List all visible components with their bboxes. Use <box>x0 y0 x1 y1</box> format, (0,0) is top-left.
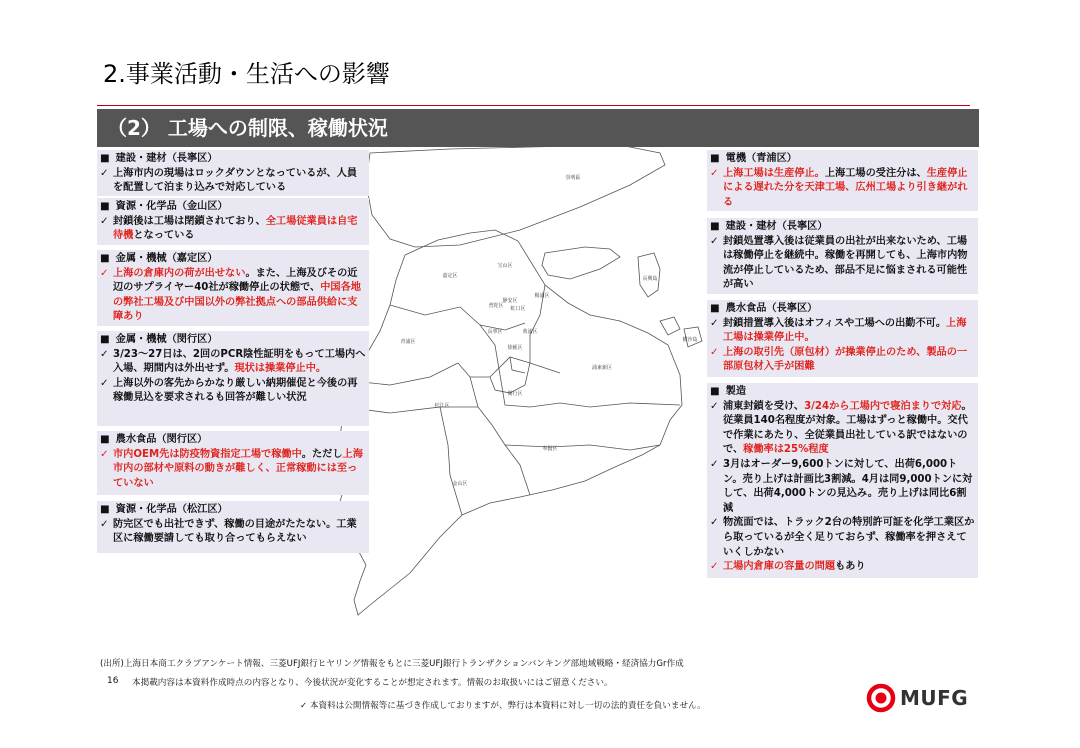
box-heading: ■ 農水食品（長寧区） <box>710 303 818 314</box>
bullet-item: ✓ 封鎖処置導入後は従業員の出社が出来ないため、工場は稼働停止を継続中。稼働を再開しても、上海市内物流が停止しているため、部品不足に悩まされる可能性が高い <box>710 235 968 291</box>
bullet-item: ✓ 工場内倉庫の容量の問題もあり <box>710 560 975 575</box>
box-heading: ■ 電機（青浦区） <box>710 153 797 164</box>
district-label: 閔行区 <box>507 391 523 397</box>
check-icon: ✓ <box>710 561 719 573</box>
square-bullet-icon: ■ <box>100 253 110 264</box>
changxing-island <box>542 247 620 279</box>
box-heading: ■ 資源・化学品（松江区） <box>100 504 228 515</box>
district-label: 嘉定区 <box>442 273 458 279</box>
mufg-logo-icon <box>866 683 896 713</box>
title-rule <box>97 105 970 106</box>
box-heading: ■ 資源・化学品（金山区） <box>100 201 228 212</box>
district-label: 奉賢区 <box>542 446 558 452</box>
district-label: 普陀区 <box>488 303 504 309</box>
square-bullet-icon: ■ <box>100 153 110 164</box>
bullet-item: ✓ 上海以外の客先からかなり厳しい納期催促と今後の再稼働見込を要求されるも回答が難しい状況 <box>100 377 358 404</box>
district-label: 横沙島 <box>682 337 698 343</box>
check-icon: ✓ <box>100 377 109 389</box>
disclaimer-note: 本掲載内容は本資料作成時点の内容となり、今後状況が変化することが想定されます。情報のお取扱いにはご留意ください。 <box>132 678 613 688</box>
bullet-item: ✓ 上海市内の現場はロックダウンとなっているが、人員を配置して泊まり込みで対応している <box>100 167 358 194</box>
bullet-item: ✓ 浦東封鎖を受け、3/24から工場内で寝泊まりで対応。従業員140名程度が対象。工場はずっと稼働中。交代で作業にあたり、全従業員出社している訳ではないので、稼働率は25%程度 <box>710 400 972 456</box>
district-label: 徐匯区 <box>507 345 523 351</box>
district-label: 楊浦区 <box>534 293 550 299</box>
box-heading: ■ 製造 <box>710 386 747 397</box>
check-icon: ✓ <box>100 167 109 179</box>
check-icon: ✓ <box>100 448 109 460</box>
bullet-item: ✓ 3月はオーダー9,600トンに対して、出荷6,000トン。売り上げは計画比3割減。4月は同9,000トンに対して、出荷4,000トンの見込み。売り上げは同比6割減 <box>710 458 973 514</box>
info-box <box>707 150 978 211</box>
square-bullet-icon: ■ <box>100 201 110 212</box>
square-bullet-icon: ■ <box>100 334 110 345</box>
district-label: 松江区 <box>434 403 450 409</box>
district-label: 宝山区 <box>497 263 513 269</box>
hengsha-island <box>638 253 660 297</box>
bullet-item: ✓ 3/23～27日は、2回のPCR陰性証明をもって工場内へ入場、期間内は外出せず。現状は操業停止中。 <box>100 348 366 375</box>
square-bullet-icon: ■ <box>710 386 720 397</box>
check-icon: ✓ <box>100 215 109 227</box>
box-heading: ■ 建設・建材（長寧区） <box>710 221 828 232</box>
bullet-item: ✓ 封鎖措置導入後はオフィスや工場への出勤不可。上海工場は操業停止中。 <box>710 317 967 344</box>
bullet-item: ✓ 防完区でも出社できず、稼働の目途がたたない。工業区に稼働要請しても取り合ってもらえない <box>100 518 357 545</box>
info-box <box>707 300 978 377</box>
square-bullet-icon: ■ <box>710 153 720 164</box>
check-icon: ✓ <box>100 267 109 279</box>
box-heading: ■ 農水食品（閔行区） <box>100 434 208 445</box>
info-box <box>97 198 369 245</box>
bullet-item: ✓ 上海の取引先（原包材）が操業停止のため、製品の一部原包材入手が困難 <box>710 346 968 373</box>
district-label: 崇明區 <box>565 175 581 181</box>
bullet-item: ✓ 物流面では、トラック2台の特別許可証を化学工業区から取っているが全く足りておらず、稼働率を押さえていくしかない <box>710 517 975 558</box>
check-icon: ✓ <box>710 167 719 179</box>
district-label: 長興島 <box>642 276 658 282</box>
district-label: 虹口区 <box>510 306 526 312</box>
mufg-logo <box>866 683 976 713</box>
district-label: 静安区 <box>502 298 518 304</box>
bullet-item: ✓ 上海の倉庫内の荷が出せない。また、上海及びその近辺のサプライヤー40社が稼働停止の状態で、中国各地の弊社工場及び中国以外の弊社拠点への部品供給に支障あり <box>100 267 361 323</box>
page-title: 2.事業活動・生活への影響 <box>103 60 390 88</box>
district-label: 浦東新区 <box>591 365 613 371</box>
square-bullet-icon: ■ <box>710 303 720 314</box>
check-icon: ✓ <box>710 400 719 412</box>
chongming-island <box>366 145 665 247</box>
box-heading: ■ 金属・機械（閔行区） <box>100 334 218 345</box>
box-heading: ■ 建設・建材（長寧区） <box>100 153 218 164</box>
district-label: 金山区 <box>452 481 468 487</box>
district-label: 長寧区 <box>487 329 503 335</box>
info-box <box>97 250 369 326</box>
info-box <box>97 431 369 495</box>
info-box <box>97 150 369 196</box>
info-box <box>707 383 978 578</box>
check-icon: ✓ <box>710 517 719 529</box>
check-icon: ✓ <box>710 458 719 470</box>
shanghai-map <box>330 145 710 620</box>
box-heading: ■ 金属・機械（嘉定区） <box>100 253 218 264</box>
check-icon: ✓ <box>100 348 109 360</box>
district-label: 青浦区 <box>400 339 416 345</box>
info-box <box>97 331 369 426</box>
bullet-item: ✓ 封鎖後は工場は閉鎖されており、全工場従業員は自宅待機となっている <box>100 215 358 242</box>
section-header: （2） 工場への制限、稼働状況 <box>97 109 979 147</box>
square-bullet-icon: ■ <box>710 221 720 232</box>
logo-text: MUFG <box>900 686 969 710</box>
source-note: (出所)上海日本商工クラブアンケート情報、三菱UFJ銀行ヒヤリング情報をもとに三菱UFJ銀行トランザクションバンキング部地域戦略・経済協力Gr作成 <box>100 659 684 669</box>
legal-note: ✓ 本資料は公開情報等に基づき作成しておりますが、弊行は本資料に対し一切の法的責任を負いません。 <box>300 701 706 711</box>
check-icon: ✓ <box>100 518 109 530</box>
page-number: 16 <box>107 676 119 686</box>
mainland-outline <box>335 230 682 615</box>
check-icon: ✓ <box>710 235 719 247</box>
check-icon: ✓ <box>710 317 719 329</box>
info-box <box>97 501 369 553</box>
info-box <box>707 218 978 294</box>
check-icon: ✓ <box>710 346 719 358</box>
bullet-item: ✓ 市内OEM先は防疫物資指定工場で稼働中。ただし上海市内の部材や原料の動きが難しく、正常稼動には至っていない <box>100 448 363 489</box>
district-label: 黄浦区 <box>522 329 538 335</box>
square-bullet-icon: ■ <box>100 434 110 445</box>
square-bullet-icon: ■ <box>100 504 110 515</box>
bullet-item: ✓ 上海工場は生産停止。上海工場の受注分は、生産停止による遅れた分を天津工場、広州工場より引き継がれる <box>710 167 968 208</box>
